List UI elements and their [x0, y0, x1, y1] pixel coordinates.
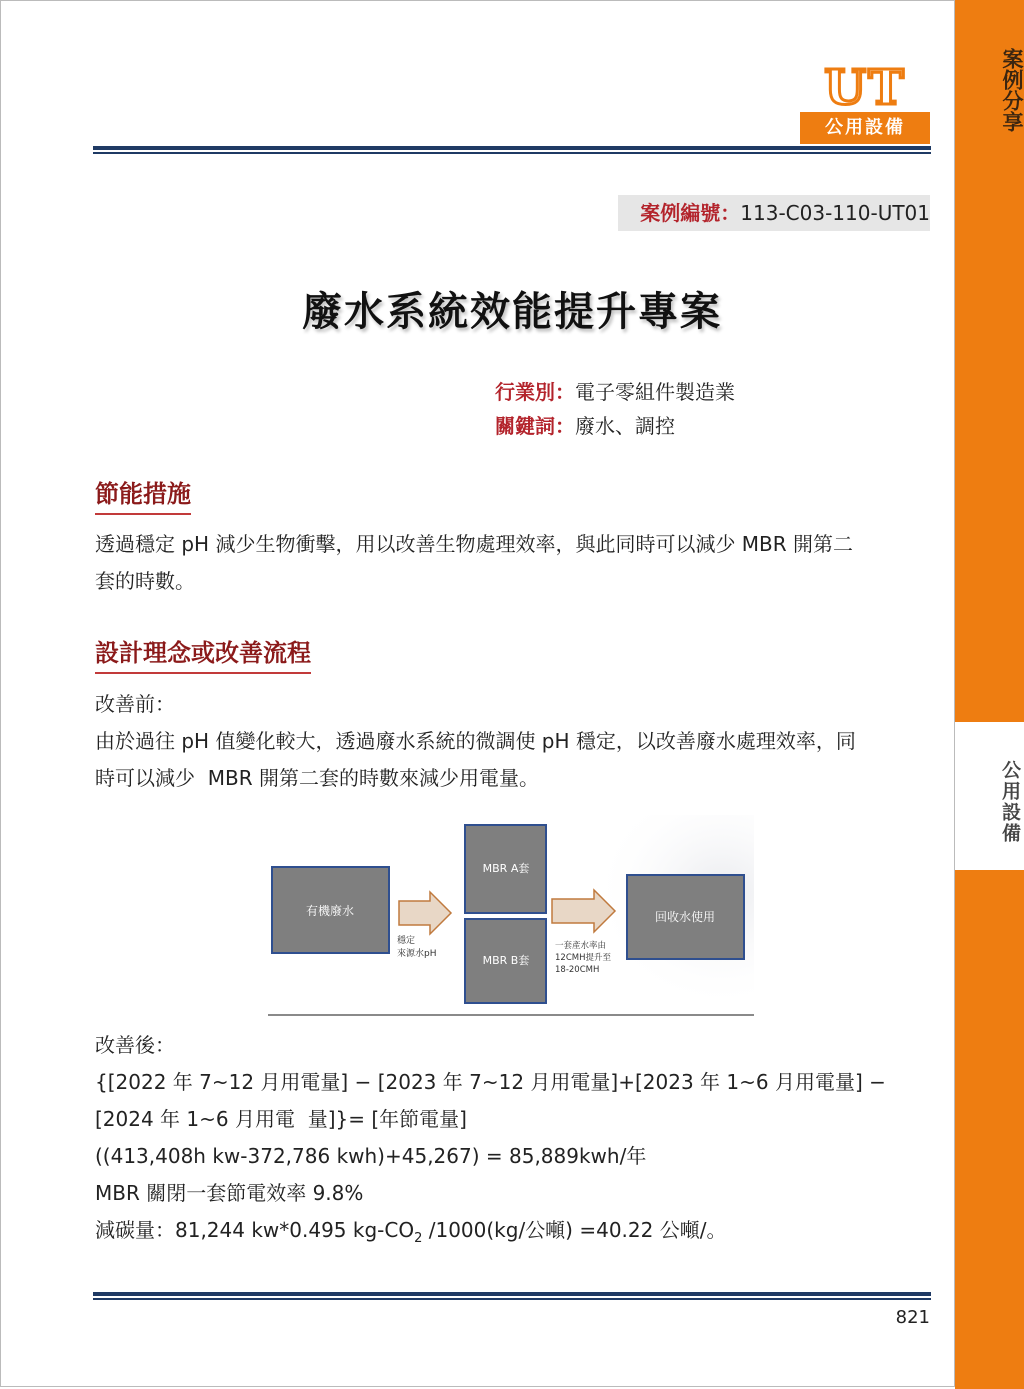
before-label: 改善前：: [95, 692, 175, 716]
footer-rule: [93, 1292, 931, 1300]
box-source-label: 有機廢水: [305, 904, 355, 918]
mbr-line: MBR 關閉一套節電效率 9.8%: [95, 1181, 364, 1205]
keywords-value: 廢水、調控: [575, 414, 675, 438]
formula-line-2: [2024 年 1~6 月用電 量]}= [年節電量]: [95, 1107, 467, 1131]
ut-logo: [800, 62, 930, 112]
page-number: 821: [895, 1307, 930, 1328]
ut-logo-letters: UT: [824, 62, 906, 112]
side-tab-section-label: 公用設備: [999, 760, 1021, 844]
side-tab: [955, 0, 1024, 1389]
before-line-2: 時可以減少 MBR 開第二套的時數來減少用電量。: [95, 766, 539, 790]
arrow-output-label-3: 18-20CMH: [555, 965, 600, 975]
before-block: [95, 686, 933, 797]
box-reuse-label: 回收水使用: [654, 910, 716, 924]
carbon-text-a: 減碳量：81,244 kw*0.495 kg-CO: [95, 1218, 415, 1242]
industry-value: 電子零組件製造業: [575, 380, 735, 404]
arrow-ph: [399, 892, 451, 934]
page-title: 廢水系統效能提升專案: [302, 289, 722, 335]
side-tab-top-label: 案例分享: [1000, 48, 1024, 132]
industry-line: [495, 376, 735, 405]
after-label: 改善後：: [95, 1033, 175, 1057]
header-rule: [93, 146, 931, 154]
industry-label: 行業別：: [495, 380, 575, 404]
measures-line-2: 套的時數。: [95, 569, 195, 593]
keywords-label: 關鍵詞：: [495, 414, 575, 438]
arrow-output-label-1: 一套產水率由: [555, 941, 607, 951]
box-mbr-a-label: MBR A套: [482, 862, 530, 875]
carbon-text-b: /1000(kg/公噸) =40.22 公噸/。: [422, 1218, 727, 1242]
section-heading-measures: 節能措施: [95, 474, 191, 515]
logo-badge: 公用設備: [800, 112, 930, 144]
carbon-line: [95, 1212, 933, 1257]
case-number-label: 案例編號：: [640, 201, 741, 225]
before-line-1: 由於過往 pH 值變化較大，透過廢水系統的微調使 pH 穩定，以改善廢水處理效率，同: [95, 729, 856, 753]
arrow-ph-label-1: 穩定: [397, 936, 416, 946]
section-heading-design: 設計理念或改善流程: [95, 633, 311, 674]
after-block: [95, 1027, 933, 1257]
case-number: [618, 195, 930, 231]
case-number-value: 113-C03-110-UT01: [740, 201, 930, 225]
calc-line: ((413,408h kw-372,786 kwh)+45,267) = 85,889kwh/年: [95, 1144, 647, 1168]
keywords-line: [495, 410, 675, 439]
arrow-ph-label-2: 來源水pH: [397, 949, 437, 959]
formula-line-1: {[2022 年 7~12 月用電量] − [2023 年 7~12 月用電量]+[2023 年 1~6 月用電量] −: [95, 1070, 886, 1094]
box-mbr-b-label: MBR B套: [482, 954, 530, 967]
process-diagram: [268, 815, 754, 1017]
measures-body: [95, 526, 933, 600]
arrow-output-label-2: 12CMH提升至: [555, 953, 611, 963]
measures-line-1: 透過穩定 pH 減少生物衝擊，用以改善生物處理效率，與此同時可以減少 MBR 開第二: [95, 532, 854, 556]
carbon-subscript: 2: [414, 1231, 423, 1246]
